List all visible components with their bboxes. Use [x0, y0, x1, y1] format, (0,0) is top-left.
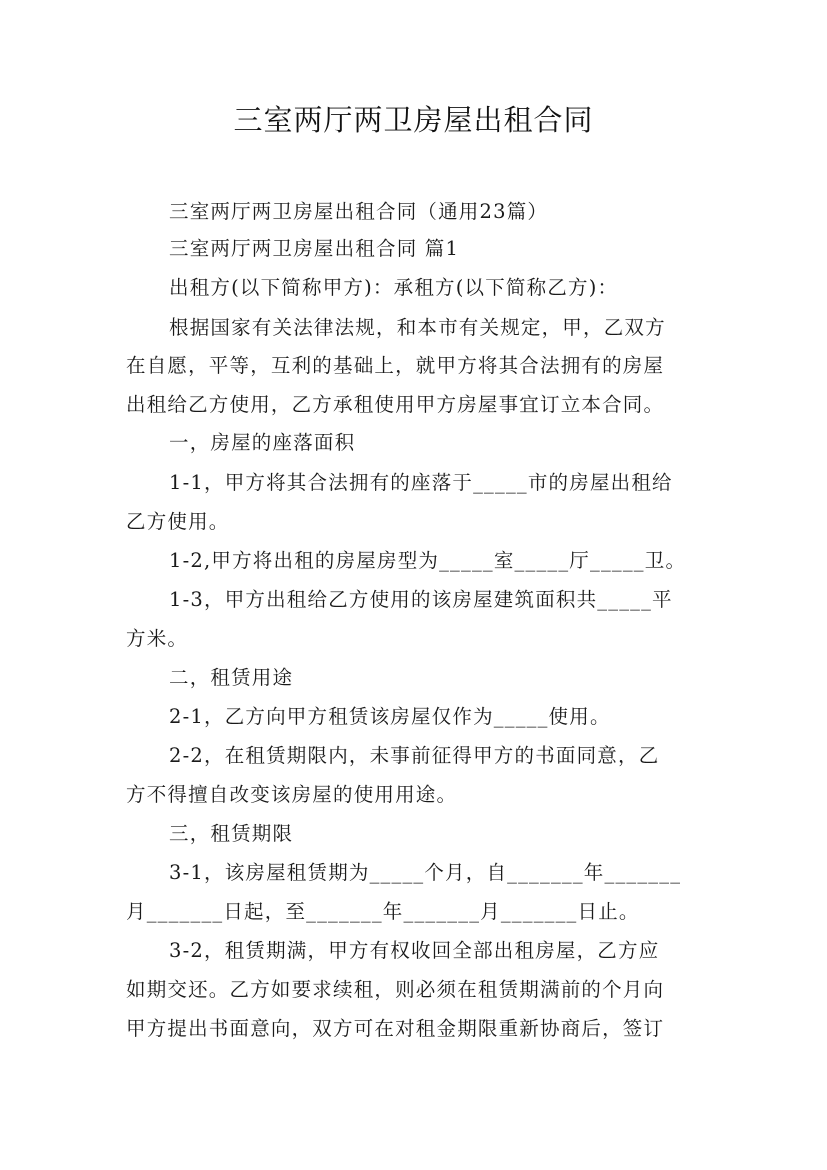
section-heading: 一，房屋的座落面积: [169, 431, 356, 454]
paragraph-line: 方米。: [126, 627, 189, 650]
paragraph-line: 出租给乙方使用，乙方承租使用甲方房屋事宜订立本合同。: [126, 393, 665, 416]
paragraph-line: 三室两厅两卫房屋出租合同 篇1: [169, 237, 460, 260]
paragraph-line: 1-2,甲方将出租的房屋房型为_____室_____厅_____卫。: [169, 549, 687, 572]
paragraph-line: 2-1，乙方向甲方租赁该房屋仅作为_____使用。: [169, 705, 611, 728]
paragraph-line: 三室两厅两卫房屋出租合同（通用23篇）: [169, 200, 549, 223]
paragraph-line: 1-3，甲方出租给乙方使用的该房屋建筑面积共_____平: [169, 588, 673, 611]
paragraph-line: 如期交还。乙方如要求续租，则必须在租赁期满前的个月向: [126, 978, 665, 1001]
paragraph-line: 1-1，甲方将其合法拥有的座落于_____市的房屋出租给: [169, 471, 673, 494]
document-title: 三室两厅两卫房屋出租合同: [233, 103, 594, 137]
paragraph-line: 甲方提出书面意向，双方可在对租金期限重新协商后，签订: [126, 1017, 665, 1040]
paragraph-line: 乙方使用。: [126, 510, 230, 533]
paragraph-line: 出租方(以下简称甲方)：承租方(以下简称乙方)：: [169, 276, 619, 299]
section-heading: 三，租赁期限: [169, 822, 294, 845]
paragraph-line: 2-2，在租赁期限内，未事前征得甲方的书面同意，乙: [169, 744, 660, 767]
paragraph-line: 在自愿，平等，互利的基础上，就甲方将其合法拥有的房屋: [126, 354, 665, 377]
paragraph-line: 3-2，租赁期满，甲方有权收回全部出租房屋，乙方应: [169, 939, 660, 962]
paragraph-line: 3-1，该房屋租赁期为_____个月，自_______年_______: [169, 861, 682, 884]
paragraph-line: 月_______日起，至_______年_______月_______日止。: [126, 900, 640, 923]
paragraph-line: 方不得擅自改变该房屋的使用用途。: [126, 783, 458, 806]
section-heading: 二，租赁用途: [169, 666, 294, 689]
paragraph-line: 根据国家有关法律法规，和本市有关规定，甲，乙双方: [169, 316, 666, 339]
